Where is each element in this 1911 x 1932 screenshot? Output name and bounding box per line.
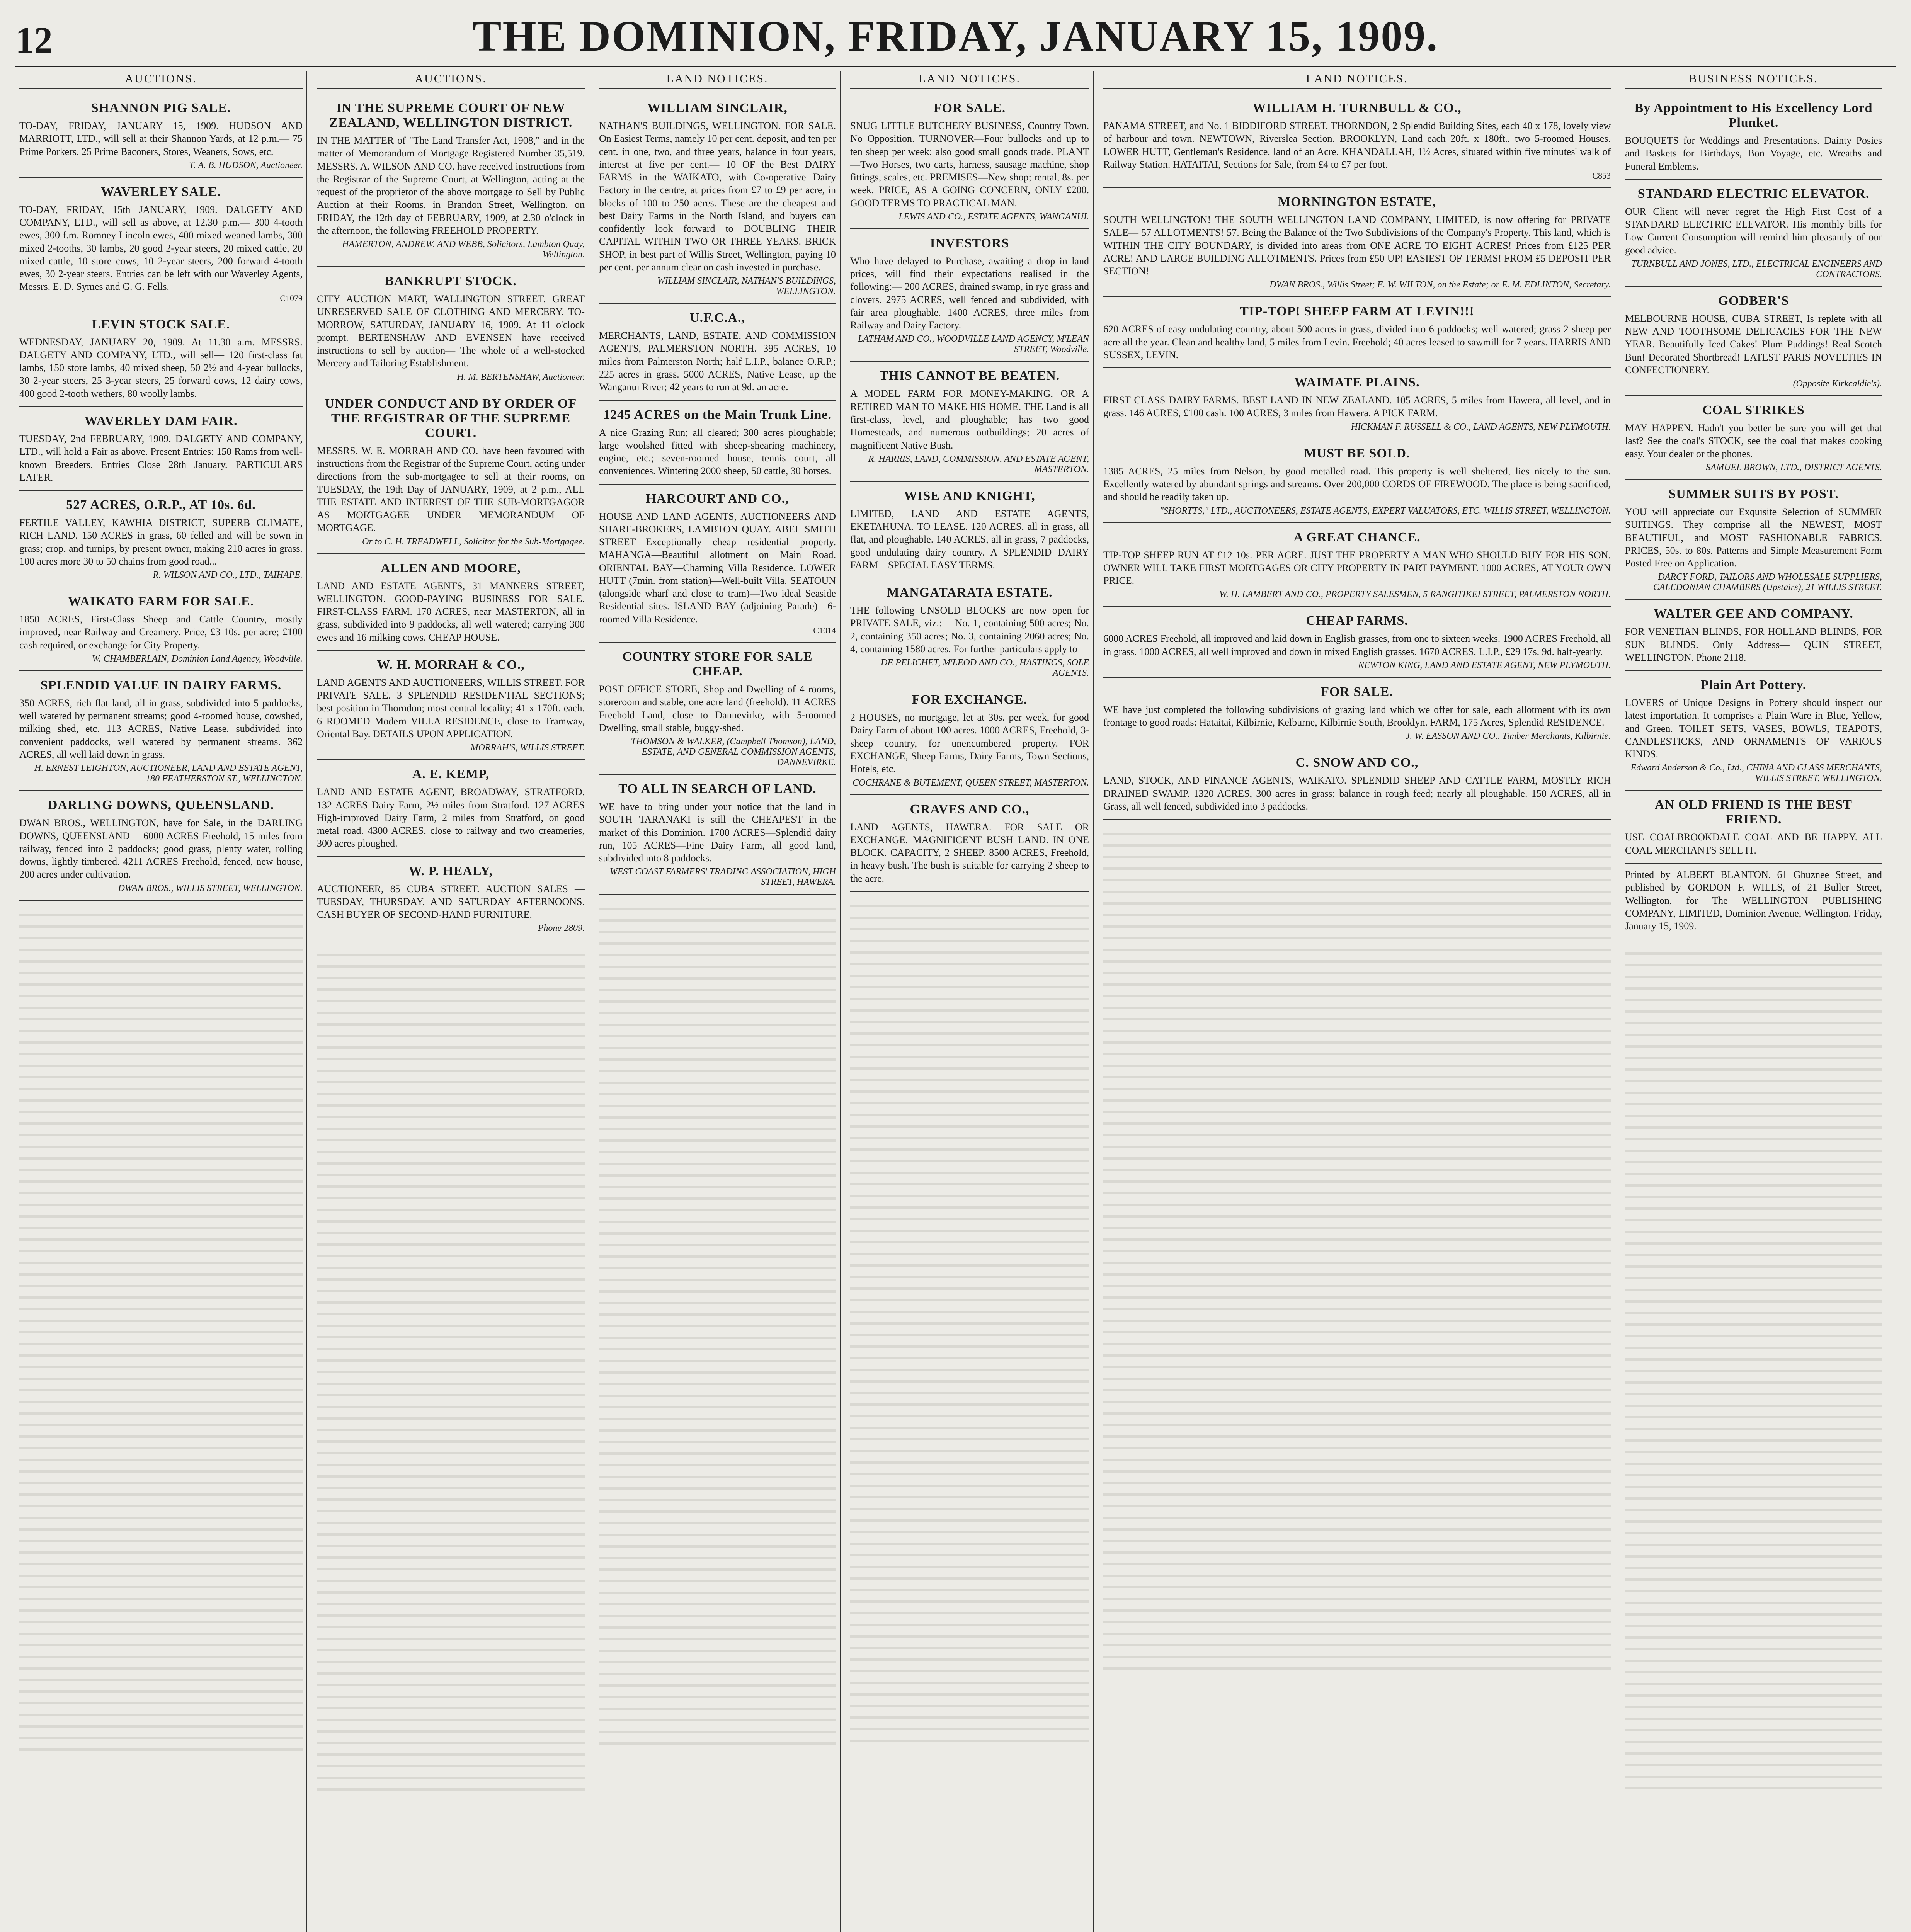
ad-title: WAVERLEY SALE. <box>101 184 221 199</box>
ad-signature: Phone 2809. <box>538 923 585 934</box>
advertisement <box>850 94 1089 229</box>
ad-signature: T. A. B. HUDSON, Auctioneer. <box>189 160 303 170</box>
advertisement <box>1103 748 1611 820</box>
advertisement <box>1625 864 1882 939</box>
ad-title: W. H. MORRAH & CO., <box>377 657 525 672</box>
ad-body: 1385 ACRES, 25 miles from Nelson, by good metalled road. This property is well sheltered, lies nicely to the sun. Excellently watered by abundant springs and streams. Over 200,000 CORDS OF FIREWOOD. The place is being sacrificed, and should be readily taken up. <box>1103 465 1611 503</box>
ad-title: ALLEN AND MOORE, <box>381 561 521 575</box>
ad-title: TO ALL IN SEARCH OF LAND. <box>618 782 817 796</box>
advertisement <box>317 94 585 267</box>
small-print-block <box>317 944 585 1794</box>
ad-title: THIS CANNOT BE BEATEN. <box>879 369 1060 383</box>
advertisement <box>1103 607 1611 678</box>
advertisement <box>19 94 303 178</box>
column-6 <box>1621 71 1886 1932</box>
ad-title: C. SNOW AND CO., <box>1295 755 1419 770</box>
advertisement <box>1103 678 1611 749</box>
ad-signature: WILLIAM SINCLAIR, NATHAN'S BUILDINGS, WELLINGTON. <box>657 276 836 297</box>
ad-code: C1014 <box>813 625 836 635</box>
advertisement <box>317 857 585 941</box>
ad-body: WE have to bring under your notice that the land in SOUTH TARANAKI is still the CHEAPEST in the market of this Dominion. 1700 ACRES—Splendid dairy run, 105 ACRES—Fine Dairy Farm, all good land, subdivided into 8 paddocks. <box>599 801 836 864</box>
advertisement <box>317 651 585 760</box>
ad-title: 1245 ACRES on the Main Trunk Line. <box>603 407 832 422</box>
column-heading: AUCTIONS. <box>19 71 303 89</box>
ad-signature: HICKMAN F. RUSSELL & CO., LAND AGENTS, NEW PLYMOUTH. <box>1351 422 1611 432</box>
ad-signature: R. WILSON AND CO., LTD., TAIHAPE. <box>153 570 303 580</box>
column-2 <box>313 71 589 1932</box>
ad-body: CITY AUCTION MART, WALLINGTON STREET. GREAT UNRESERVED SALE OF CLOTHING AND MERCERY. TO-MORROW, SATURDAY, JANUARY 16, 1909. At 11 o'clock prompt. BERTENSHAW AND EVENSEN have received instructions to sell by auction— The whole of a well-stocked Mercery and Tailoring Establishment. <box>317 293 585 369</box>
advertisement <box>1625 180 1882 287</box>
ad-signature: COCHRANE & BUTEMENT, QUEEN STREET, MASTERTON. <box>852 777 1089 788</box>
advertisement <box>599 304 836 400</box>
ad-body: TO-DAY, FRIDAY, 15th JANUARY, 1909. DALGETY AND COMPANY, LTD., will sell as above, at 12.30 p.m.— 300 4-tooth ewes, 300 f.m. Romney Lincoln ewes, 400 mixed weaned lambs, 300 mixed 2-tooths, 30 lambs, 20 good 2-year steers, 20 mixed cattle, 20 mixed cattle, 10 store cows, 10 2-year steers, 200 forward 4-tooth ewes, 30 2-year steers. Entries can be left with our Waverley Agents, Messrs. E. D. Symes and G. G. Fells. <box>19 204 303 293</box>
ad-body: MELBOURNE HOUSE, CUBA STREET, Is replete with all NEW AND TOOTHSOME DELICACIES FOR THE NEW YEAR. Beautifully Iced Cakes! Plum Puddings! Real Scotch Bun! Decorated Shortbread! LATEST PARIS NOVELTIES IN CONFECTIONERY. <box>1625 313 1882 376</box>
ad-body: A MODEL FARM FOR MONEY-MAKING, OR A RETIRED MAN TO MAKE HIS HOME. THE Land is all first-class, level, and ploughable; has two good Homesteads, and numerous outbuildings; 20 acres of magnificent Native Bush. <box>850 388 1089 451</box>
masthead <box>15 12 1896 67</box>
ad-body: WE have just completed the following subdivisions of grazing land which we offer for sale, each allotment with its own frontage to good roads: Hataitai, Kilbirnie, Kelburne, Kilbirnie South, Brooklyn. FARM, 175 Acres, Splendid RESIDENCE. <box>1103 704 1611 728</box>
ad-title: DARLING DOWNS, QUEENSLAND. <box>48 798 274 813</box>
ad-signature: DWAN BROS., Willis Street; E. W. WILTON, on the Estate; or E. M. EDLINTON, Secretary. <box>1269 280 1611 290</box>
ad-body: LAND, STOCK, AND FINANCE AGENTS, WAIKATO. SPLENDID SHEEP AND CATTLE FARM, MOSTLY RICH DRAINED SWAMP. 1320 ACRES, 300 acres in grass; balance in rough feed; nearly all ploughable. 150 ACRES, all in Grass, all well fenced, subdivided into 3 paddocks. <box>1103 775 1611 812</box>
ad-signature: LATHAM AND CO., WOODVILLE LAND AGENCY, M'LEAN STREET, Woodville. <box>858 334 1089 355</box>
ad-body: OUR Client will never regret the High First Cost of a STANDARD ELECTRIC ELEVATOR. His monthly bills for Low Current Consumption will remind him pleasantly of our good advice. <box>1625 206 1882 256</box>
column-heading: LAND NOTICES. <box>1103 71 1611 89</box>
advertisement <box>19 407 303 491</box>
ad-body: Printed by ALBERT BLANTON, 61 Ghuznee Street, and published by GORDON F. WILLS, of 21 Buller Street, Wellington, for The WELLINGTON PUBLISHING COMPANY, LIMITED, Dominion Avenue, Wellington. Friday, January 15, 1909. <box>1625 869 1882 932</box>
small-print-block <box>1625 943 1882 1793</box>
advertisement <box>1103 368 1611 439</box>
ad-body: 1850 ACRES, First-Class Sheep and Cattle Country, mostly improved, near Railway and Creamery. Price, £3 10s. per acre; £100 cash required, or exchange for City Property. <box>19 614 303 651</box>
ad-body: MESSRS. W. E. MORRAH AND CO. have been favoured with instructions from the Registrar of the Supreme Court, acting under directions from the sub-mortgagee to sell at their rooms, on TUESDAY, the 19th Day of JANUARY, 1909, at 2 p.m., ALL THE ESTATE AND INTEREST OF THE SUB-MORTGAGOR AS MORTGAGEE UNDER MEMORANDUM OF MORTGAGE. <box>317 445 585 534</box>
column-heading: AUCTIONS. <box>317 71 585 89</box>
advertisement <box>1625 396 1882 480</box>
advertisement <box>1103 94 1611 188</box>
advertisement <box>1103 297 1611 368</box>
ad-title: TIP-TOP! SHEEP FARM AT LEVIN!!! <box>1240 304 1474 319</box>
advertisement <box>19 178 303 310</box>
ad-body: IN THE MATTER of "The Land Transfer Act, 1908," and in the matter of Memorandum of Mortgage Registered Number 35,519. MESSRS. A. WILSON AND CO. have received instructions from the Registrar of the Supreme Court, at Wellington, acting at the request of the proprietor of the above mortgage to Sell by Public Auction at their Rooms, in Brandon Street, Wellington, on FRIDAY, the 12th day of FEBRUARY, 1909, at 2.30 o'clock in the afternoon, the following FREEHOLD PROPERTY. <box>317 135 585 236</box>
ad-title: WALTER GEE AND COMPANY. <box>1654 607 1853 621</box>
ad-code: C1079 <box>280 293 303 303</box>
ad-signature: (Opposite Kirkcaldie's). <box>1793 379 1882 389</box>
ad-title: MUST BE SOLD. <box>1304 446 1410 461</box>
ad-body: TIP-TOP SHEEP RUN AT £12 10s. PER ACRE. JUST THE PROPERTY A MAN WHO SHOULD BUY FOR HIS SON. OWNER WILL TAKE FIRST MORTGAGES OR CITY PROPERTY IN PART PAYMENT. 1000 ACRES, AT YOUR OWN PRICE. <box>1103 549 1611 587</box>
column-grid <box>15 71 1896 1932</box>
ad-title: A. E. KEMP, <box>412 767 490 782</box>
ad-title: WILLIAM SINCLAIR, <box>647 101 788 115</box>
ad-body: DWAN BROS., WELLINGTON, have for Sale, in the DARLING DOWNS, QUEENSLAND— 6000 ACRES Freehold, 15 miles from railway, fenced into 2 paddocks; good grass, plenty water, rolling downs, lightly timbered. 4211 ACRES Freehold, fenced, new house, 200 acres under cultivation. <box>19 817 303 880</box>
ad-body: POST OFFICE STORE, Shop and Dwelling of 4 rooms, storeroom and stable, one acre land (freehold). 11 ACRES Freehold Land, close to Dannevirke, with 5-roomed Dwelling, small stable, buggy-shed. <box>599 683 836 733</box>
column-5 <box>1099 71 1615 1932</box>
small-print-block <box>19 905 303 1755</box>
ad-body: 6000 ACRES Freehold, all improved and laid down in English grasses, from one to sixteen weeks. 1900 ACRES Freehold, all in grass. 1000 ACRES, all well improved and down in mixed English grasses. 1670 ACRES, L.I.P., £29 17s. 9d. half-yearly. <box>1103 633 1611 657</box>
advertisement <box>19 587 303 671</box>
ad-title: GODBER'S <box>1718 293 1789 308</box>
ad-body: FERTILE VALLEY, KAWHIA DISTRICT, SUPERB CLIMATE, RICH LAND. 150 ACRES in grass, 60 felled and will be sown in grass; crop, and turnips, by present owner, making 210 acres in grass. 100 acres more 30 to 50 chains from good road... <box>19 517 303 567</box>
advertisement <box>850 362 1089 481</box>
ad-body: TUESDAY, 2nd FEBRUARY, 1909. DALGETY AND COMPANY, LTD., will hold a Fair as above. Present Entries: 150 Rams from well-known Breeders. Entries Close 28th January. PARTICULARS LATER. <box>19 433 303 483</box>
ad-title: BANKRUPT STOCK. <box>385 274 517 289</box>
ad-title: WILLIAM H. TURNBULL & CO., <box>1252 101 1462 115</box>
newspaper-title: THE DOMINION, FRIDAY, JANUARY 15, 1909. <box>472 12 1439 60</box>
page-number: 12 <box>15 19 53 61</box>
ad-title: U.F.C.A., <box>690 311 745 325</box>
ad-body: FIRST CLASS DAIRY FARMS. BEST LAND IN NEW ZEALAND. 105 ACRES, 5 miles from Hawera, all level, and in grass. 146 ACRES, £100 cash. 100 ACRES, 3 miles from Hawera. A PICK FARM. <box>1103 395 1611 419</box>
ad-signature: Edward Anderson & Co., Ltd., CHINA AND GLASS MERCHANTS, WILLIS STREET, WELLINGTON. <box>1630 763 1882 784</box>
ad-signature: H. ERNEST LEIGHTON, AUCTIONEER, LAND AND ESTATE AGENT, 180 FEATHERSTON ST., WELLINGTON. <box>34 763 303 784</box>
advertisement <box>1625 94 1882 180</box>
ad-title: IN THE SUPREME COURT OF NEW ZEALAND, WELLINGTON DISTRICT. <box>329 101 573 130</box>
ad-title: By Appointment to His Excellency Lord Plunket. <box>1634 101 1873 130</box>
ad-title: COAL STRIKES <box>1702 403 1805 418</box>
advertisement <box>599 401 836 485</box>
ad-code: C853 <box>1592 171 1611 181</box>
ad-title: STANDARD ELECTRIC ELEVATOR. <box>1637 186 1870 201</box>
ad-body: WEDNESDAY, JANUARY 20, 1909. At 11.30 a.m. MESSRS. DALGETY AND COMPANY, LTD., will sell— 120 first-class fat lambs, 150 store lambs, 40 mixed sheep, 50 2½ and 4-year bullocks, 30 2-year steers, 25 3-year steers, 25 forward cows, 12 dairy cows, 400 good 2-tooth wethers, 80 woolly lambs. <box>19 336 303 399</box>
ad-signature: Or to C. H. TREADWELL, Solicitor for the Sub-Mortgagee. <box>362 536 585 547</box>
ad-title: MORNINGTON ESTATE, <box>1278 195 1436 209</box>
ad-body: USE COALBROOKDALE COAL AND BE HAPPY. ALL COAL MERCHANTS SELL IT. <box>1625 832 1882 856</box>
ad-signature: MORRAH'S, WILLIS STREET. <box>470 743 585 753</box>
ad-title: INVESTORS <box>930 236 1009 250</box>
advertisement <box>599 485 836 643</box>
ad-signature: W. CHAMBERLAIN, Dominion Land Agency, Woodville. <box>92 653 303 664</box>
ad-signature: DE PELICHET, M'LEOD AND CO., HASTINGS, SOLE AGENTS. <box>881 658 1089 679</box>
ad-title: SPLENDID VALUE IN DAIRY FARMS. <box>40 678 282 692</box>
ad-signature: DWAN BROS., WILLIS STREET, WELLINGTON. <box>118 883 303 893</box>
ad-body: 620 ACRES of easy undulating country, about 500 acres in grass, divided into 6 paddocks; well watered; grass 2 sheep per acre all the year. Clean and healthy land, 5 miles from Levin. Freehold; 40 acres leased to sawmill for 7 years. HARRIS AND SUSSEX, LEVIN. <box>1103 323 1611 361</box>
ad-body: LAND AGENTS AND AUCTIONEERS, WILLIS STREET. FOR PRIVATE SALE. 3 SPLENDID RESIDENTIAL SECTIONS; best position in Thorndon; most central locality; 41 x 170ft. each. 6 ROOMED Modern VILLA RESIDENCE, close to Tramway, Oriental Bay. DETAILS UPON APPLICATION. <box>317 677 585 740</box>
ad-title: WAVERLEY DAM FAIR. <box>84 413 238 428</box>
ad-signature: R. HARRIS, LAND, COMMISSION, AND ESTATE AGENT, MASTERTON. <box>868 454 1089 474</box>
ad-body: MERCHANTS, LAND, ESTATE, AND COMMISSION AGENTS, PALMERSTON NORTH. 395 ACRES, 10 miles from Palmerston North; half L.I.P., balance O.R.P.; 225 acres in grass. 5000 ACRES, Native Lease, up the Wanganui River; 42 years to run at 9d. an acre. <box>599 330 836 393</box>
ad-title: SUMMER SUITS BY POST. <box>1668 486 1839 501</box>
column-heading: LAND NOTICES. <box>599 71 836 89</box>
ad-signature: LEWIS AND CO., ESTATE AGENTS, WANGANUI. <box>898 211 1089 222</box>
column-heading: BUSINESS NOTICES. <box>1625 71 1882 89</box>
advertisement <box>1103 188 1611 297</box>
advertisement <box>1625 480 1882 600</box>
ad-body: NATHAN'S BUILDINGS, WELLINGTON. FOR SALE. On Easiest Terms, namely 10 per cent. deposit, and ten per cent. in one, two, and three years, balance in four years, interest at five per cent.— 10 OF the Best DAIRY FARMS in the WAIKATO, with Co-operative Dairy Factory in the centre, at prices from £7 to £9 per acre, in blocks of 100 to 250 acres. These are the cheapest and best Dairy Farms in the North Island, and buyers can confidently look forward to DOUBLING THEIR CAPITAL WITHIN TWO OR THREE YEARS. BRICK SHOP, in best part of Willis Street, Wellington, paying 10 per cent. per annum clear on cash invested in purchase. <box>599 120 836 273</box>
advertisement <box>317 554 585 651</box>
ad-title: FOR EXCHANGE. <box>912 692 1028 707</box>
ad-body: AUCTIONEER, 85 CUBA STREET. AUCTION SALES — TUESDAY, THURSDAY, AND SATURDAY AFTERNOONS. CASH BUYER OF SECOND-HAND FURNITURE. <box>317 883 585 920</box>
ad-body: SNUG LITTLE BUTCHERY BUSINESS, Country Town. No Opposition. TURNOVER—Four bullocks and up to ten sheep per week; also good small goods trade. PLANT—Two Horses, two carts, harness, sausage machine, shop fittings, scales, etc. PREMISES—New shop; rental, 8s. per week. PRICE, AS A GOING CONCERN, ONLY £200. GOOD TERMS TO PRACTICAL MAN. <box>850 120 1089 209</box>
ad-signature: NEWTON KING, LAND AND ESTATE AGENT, NEW PLYMOUTH. <box>1358 660 1611 670</box>
ad-body: PANAMA STREET, and No. 1 BIDDIFORD STREET. THORNDON, 2 Splendid Building Sites, each 40 x 178, lovely view of harbour and town. NEWTOWN, Riverslea Section. BROOKLYN, Land each 20ft. x 180ft., two 5-roomed Houses. LOWER HUTT, Gentleman's Residence, land of an Acre. KHANDALLAH, 1½ Acres, situated within five minutes' walk of Railway Station. HATAITAI, Sections for Sale, from £4 to £7 per foot. <box>1103 120 1611 170</box>
ad-body: 2 HOUSES, no mortgage, let at 30s. per week, for good Dairy Farm of about 100 acres. 1000 ACRES, Freehold, 3-sheep country, for unencumbered property. FOR EXCHANGE, Sheep Farms, Dairy Farms, Town Sections, Hotels, etc. <box>850 712 1089 775</box>
advertisement <box>1625 600 1882 671</box>
advertisement <box>850 795 1089 892</box>
advertisement <box>1103 523 1611 607</box>
ad-signature: TURNBULL AND JONES, LTD., ELECTRICAL ENGINEERS AND CONTRACTORS. <box>1631 259 1882 279</box>
ad-body: LAND AND ESTATE AGENT, BROADWAY, STRATFORD. 132 ACRES Dairy Farm, 2½ miles from Stratford. 127 ACRES High-improved Dairy Farm, 2 miles from Stratford, on good metal road. 4300 ACRES, close to railway and two creameries, 300 acres ploughed. <box>317 786 585 849</box>
ad-signature: SAMUEL BROWN, LTD., DISTRICT AGENTS. <box>1706 462 1882 473</box>
ad-signature: H. M. BERTENSHAW, Auctioneer. <box>457 372 585 382</box>
advertisement <box>317 389 585 554</box>
ad-signature: HAMERTON, ANDREW, AND WEBB, Solicitors, Lambton Quay, Wellington. <box>342 239 585 260</box>
column-heading: LAND NOTICES. <box>850 71 1089 89</box>
ad-title: FOR SALE. <box>933 101 1006 115</box>
ad-body: THE following UNSOLD BLOCKS are now open for PRIVATE SALE, viz.:— No. 1, containing 500 acres; No. 2, containing 350 acres; No. 3, containing 2060 acres; No. 4, containing 1580 acres. For further particulars apply to <box>850 605 1089 655</box>
advertisement <box>1625 671 1882 791</box>
ad-signature: DARCY FORD, TAILORS AND WHOLESALE SUPPLIERS, CALEDONIAN CHAMBERS (Upstairs), 21 WILLIS STREET. <box>1653 572 1882 593</box>
ad-body: YOU will appreciate our Exquisite Selection of SUMMER SUITINGS. They comprise all the NEWEST, MOST BEAUTIFUL, and MOST FASHIONABLE FABRICS. PRICES, 50s. to 80s. Patterns and Simple Measurement Form Posted Free on Application. <box>1625 506 1882 569</box>
column-4 <box>846 71 1094 1932</box>
ad-body: LIMITED, LAND AND ESTATE AGENTS, EKETAHUNA. TO LEASE. 120 ACRES, all in grass, all flat, and ploughable. 140 ACRES, all in grass, 7 paddocks, good undulating dairy country. A SPLENDID DAIRY FARM—SPECIAL EASY TERMS. <box>850 508 1089 571</box>
ad-body: MAY HAPPEN. Hadn't you better be sure you will get that last? See the coal's STOCK, see the coal that makes cooking easy. Your dealer or the phones. <box>1625 422 1882 459</box>
ad-title: CHEAP FARMS. <box>1306 614 1408 628</box>
advertisement <box>599 643 836 775</box>
column-1 <box>15 71 307 1932</box>
ad-title: WAIMATE PLAINS. <box>1294 375 1420 390</box>
advertisement <box>1625 791 1882 864</box>
ad-body: LOVERS of Unique Designs in Pottery should inspect our latest importation. It comprises a Plain Ware in Blue, Yellow, and Green. TOILET SETS, VASES, BOWLS, TEAPOTS, CANDLESTICKS, AND ORNAMENTS OF VARIOUS KINDS. <box>1625 697 1882 760</box>
small-print-block <box>1103 823 1611 1673</box>
ad-title: Plain Art Pottery. <box>1700 678 1807 692</box>
advertisement <box>850 578 1089 685</box>
advertisement <box>599 94 836 304</box>
ad-body: FOR VENETIAN BLINDS, FOR HOLLAND BLINDS, FOR SUN BLINDS. Only Address— QUIN STREET, WELLINGTON. Phone 2118. <box>1625 626 1882 663</box>
ad-title: UNDER CONDUCT AND BY ORDER OF THE REGISTRAR OF THE SUPREME COURT. <box>325 396 577 440</box>
advertisement <box>850 229 1089 362</box>
ad-title: WISE AND KNIGHT, <box>904 488 1035 503</box>
ad-signature: W. H. LAMBERT AND CO., PROPERTY SALESMEN, 5 RANGITIKEI STREET, PALMERSTON NORTH. <box>1219 589 1611 600</box>
ad-body: 350 ACRES, rich flat land, all in grass, subdivided into 5 paddocks, well watered by permanent streams; good 4-roomed house, cowshed, milking shed, etc. 113 ACRES, Native Lease, subdivided into convenient paddocks, well watered by permanent streams. 362 ACRES, all well laid down in grass. <box>19 697 303 760</box>
ad-title: MANGATARATA ESTATE. <box>887 585 1053 600</box>
advertisement <box>1103 439 1611 523</box>
ad-body: SOUTH WELLINGTON! THE SOUTH WELLINGTON LAND COMPANY, LIMITED, is now offering for PRIVATE SALE— 57 ALLOTMENTS! 57. Being the Balance of the Two Subdivisions of the Company's Property. This land, which is WITHIN THE CITY BOUNDARY, is divided into areas from ONE ACRE TO EIGHT ACRES! Prices from £125 PER ACRE! AND LARGE BUILDING ALLOTMENTS. Prices from £50 UP! EASIEST OF TERMS! FROM £5 DEPOSIT PER SECTION! <box>1103 214 1611 277</box>
advertisement <box>1625 287 1882 396</box>
ad-body: BOUQUETS for Weddings and Presentations. Dainty Posies and Baskets for Birthdays, Bon Voyage, etc. Wreaths and Funeral Emblems. <box>1625 135 1882 172</box>
advertisement <box>19 491 303 587</box>
ad-body: HOUSE AND LAND AGENTS, AUCTIONEERS AND SHARE-BROKERS, LAMBTON QUAY. ABEL SMITH STREET—Exceptionally cheap residential property. MAHANGA—Beautiful allotment on Main Road. ORIENTAL BAY—Charming Villa Residence. LOWER HUTT (7min. from station)—Well-built Villa. SEATOUN (alongside wharf and close to tram)—Two ideal Seaside Residential sites. ISLAND BAY (adjoining Parade)—6-roomed Villa Residence. <box>599 510 836 625</box>
ad-title: 527 ACRES, O.R.P., AT 10s. 6d. <box>66 498 256 512</box>
column-3 <box>595 71 841 1932</box>
ad-title: GRAVES AND CO., <box>910 802 1030 816</box>
small-print-block <box>850 896 1089 1746</box>
ad-signature: THOMSON & WALKER, (Campbell Thomson), LAND, ESTATE, AND GENERAL COMMISSION AGENTS, DANNEVIRKE. <box>631 736 836 768</box>
ad-body: TO-DAY, FRIDAY, JANUARY 15, 1909. HUDSON AND MARRIOTT, LTD., will sell at their Shannon Yards, at 12 p.m.— 75 Prime Porkers, 25 Prime Baconers, Stores, Weaners, Sows, etc. <box>19 120 303 157</box>
ad-body: Who have delayed to Purchase, awaiting a drop in land prices, will find their expectations realised in the following:— 200 ACRES, drained swamp, in rye grass and clovers. 2975 ACRES, well fenced and subdivided, with fair area ploughable. 1400 ACRES, three miles from Railway and Dairy Factory. <box>850 255 1089 331</box>
ad-title: LEVIN STOCK SALE. <box>92 317 230 332</box>
ad-title: SHANNON PIG SALE. <box>91 101 231 115</box>
advertisement <box>19 671 303 791</box>
advertisement <box>317 760 585 857</box>
advertisement <box>850 482 1089 578</box>
ad-title: AN OLD FRIEND IS THE BEST FRIEND. <box>1655 798 1852 827</box>
advertisement <box>599 775 836 895</box>
ad-body: A nice Grazing Run; all cleared; 300 acres ploughable; large woolshed fitted with sheep-shearing machinery, engine, etc.; seven-roomed house, tennis court, all conveniences. Wintering 2000 sheep, 50 cattle, 30 horses. <box>599 427 836 477</box>
advertisement <box>317 267 585 389</box>
ad-title: W. P. HEALY, <box>408 864 493 878</box>
small-print-block <box>599 898 836 1748</box>
advertisement <box>850 685 1089 795</box>
ad-title: HARCOURT AND CO., <box>646 491 789 506</box>
ad-title: A GREAT CHANCE. <box>1293 530 1421 544</box>
ad-body: LAND AND ESTATE AGENTS, 31 MANNERS STREET, WELLINGTON. GOOD-PAYING BUSINESS FOR SALE. FIRST-CLASS FARM. 170 ACRES, near MASTERTON, all in grass, subdivided into 9 paddocks, all well watered; carrying 300 ewes and 16 milking cows. CHEAP HOUSE. <box>317 580 585 643</box>
ad-signature: WEST COAST FARMERS' TRADING ASSOCIATION, HIGH STREET, HAWERA. <box>609 867 836 888</box>
advertisement <box>19 310 303 407</box>
ad-signature: "SHORTTS," LTD., AUCTIONEERS, ESTATE AGENTS, EXPERT VALUATORS, ETC. WILLIS STREET, WELLINGTON. <box>1159 505 1611 516</box>
ad-body: LAND AGENTS, HAWERA. FOR SALE OR EXCHANGE. MAGNIFICENT BUSH LAND. IN ONE BLOCK. CAPACITY, 2 SHEEP. 8500 ACRES, Freehold, in heavy bush. The bush is suitable for carrying 2 sheep to the acre. <box>850 821 1089 884</box>
ad-title: COUNTRY STORE FOR SALE CHEAP. <box>622 649 813 679</box>
ad-title: FOR SALE. <box>1321 684 1393 699</box>
ad-signature: J. W. EASSON AND CO., Timber Merchants, Kilbirnie. <box>1406 731 1611 742</box>
ad-title: WAIKATO FARM FOR SALE. <box>68 594 254 609</box>
advertisement <box>19 791 303 900</box>
